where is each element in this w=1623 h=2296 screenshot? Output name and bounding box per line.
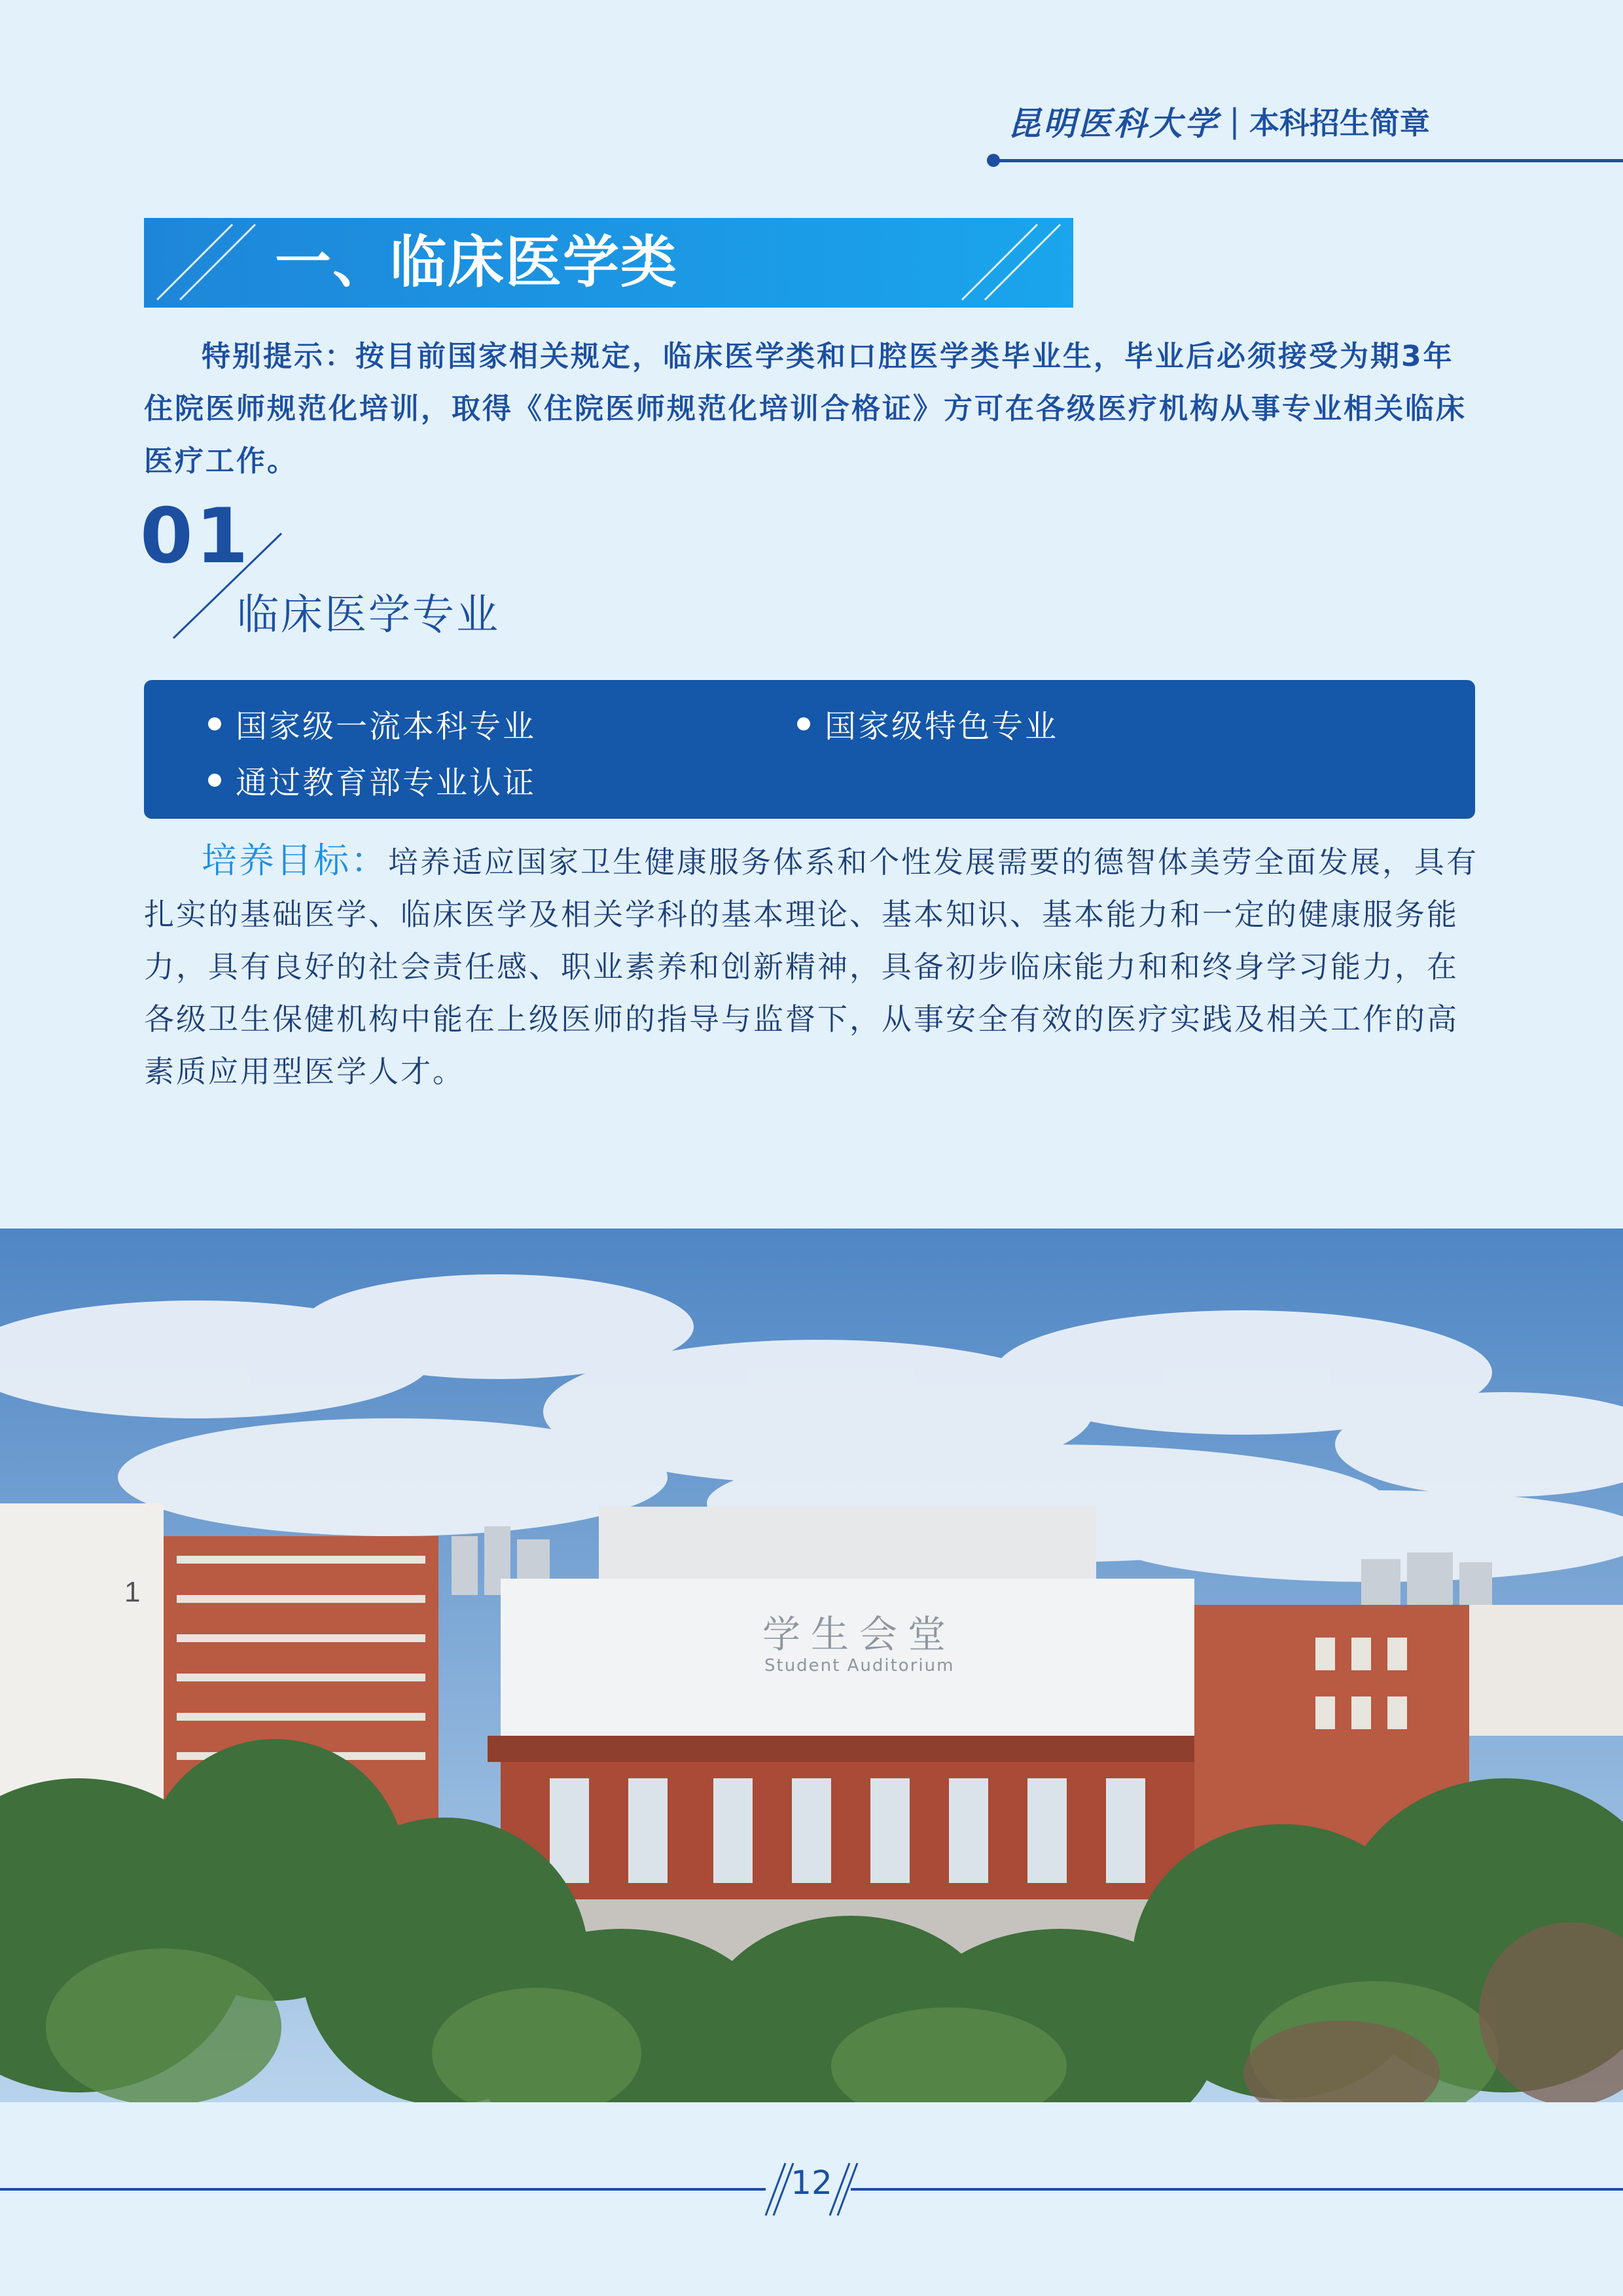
goal-text: 培养适应国家卫生健康服务体系和个性发展需要的德智体美劳全面发展，具有扎实的基础医学、临床医学及相关学科的基本理论、基本知识、基本能力和一定的健康服务能力，具有良好的社会责任感、职业素养和创新精神，具备初步临床能力和和终身学习能力，在各级卫生保健机构中能在上级医师的指导与监督下，从事安全有效的医疗实践及相关工作的高素质应用型医学人才。 <box>144 844 1478 1089</box>
major-name: 临床医学专业 <box>237 591 500 639</box>
footer-rule-right <box>851 2188 1623 2191</box>
feature-item <box>208 757 536 802</box>
bullet-icon <box>208 717 221 730</box>
feature-label: 国家级一流本科专业 <box>236 708 537 745</box>
section-title: 一、临床医学类 <box>275 230 678 295</box>
building-number: 1 <box>124 1576 141 1608</box>
school-name: 昆明医科大学 <box>1008 104 1220 143</box>
header-rule <box>995 159 1623 162</box>
feature-item <box>797 701 1058 746</box>
header-separator: | <box>1229 102 1240 140</box>
special-notice: 特别提示：按目前国家相关规定，临床医学类和口腔医学类毕业生，毕业后必须接受为期3年住院医师规范化培训，取得《住院医师规范化培训合格证》方可在各级医疗机构从事专业相关临床医疗工作。 <box>144 340 1467 478</box>
campus-photo <box>0 1229 1623 2102</box>
feature-label: 通过教育部专业认证 <box>236 764 537 801</box>
brochure-title: 本科招生简章 <box>1249 105 1430 141</box>
major-number: 01 <box>140 492 251 581</box>
feature-box <box>144 680 1475 819</box>
bullet-icon <box>208 774 221 787</box>
auditorium-illustration <box>0 1229 1623 2102</box>
page-number: 12 <box>791 2164 832 2202</box>
footer-rule-left <box>0 2188 766 2191</box>
header-brand <box>1008 92 1544 151</box>
auditorium-sign-cn: 学生会堂 <box>762 1612 957 1657</box>
bullet-icon <box>797 717 810 730</box>
auditorium-sign-en: Student Auditorium <box>764 1656 955 1676</box>
feature-item <box>208 701 536 746</box>
training-goal <box>144 834 1479 1098</box>
section-banner <box>144 218 1073 308</box>
feature-label: 国家级特色专业 <box>825 708 1059 745</box>
goal-label: 培养目标： <box>202 840 388 881</box>
